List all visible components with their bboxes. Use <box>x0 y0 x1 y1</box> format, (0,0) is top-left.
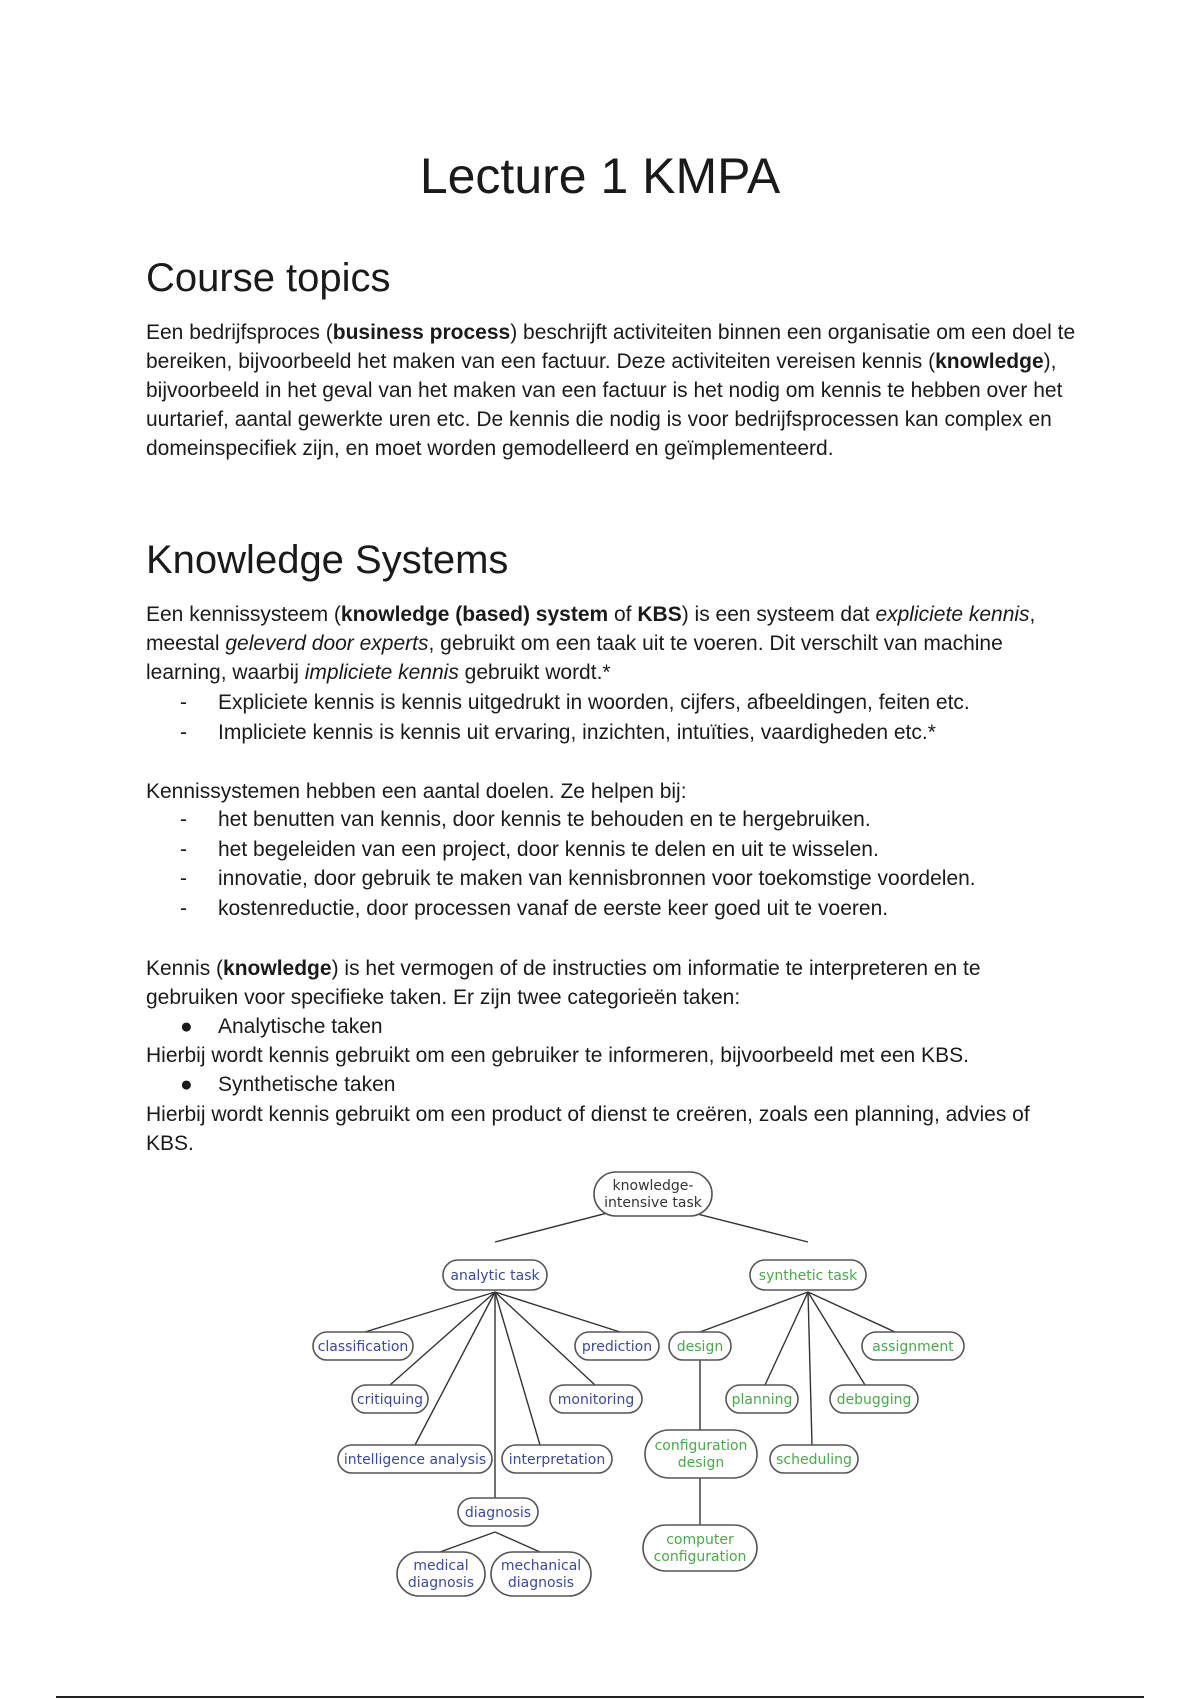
dash-marker: - <box>180 867 187 890</box>
node-analytic-task <box>443 1260 547 1290</box>
edge <box>495 1292 540 1445</box>
page-title: Lecture 1 KMPA <box>419 148 781 204</box>
synthetic-description: Hierbij wordt kennis gebruikt om een product of dienst te creëren, zoals een planning, advies of KBS. <box>146 1103 1030 1155</box>
bullet-marker: ● <box>180 1073 193 1096</box>
text-run: ) is een systeem dat <box>681 603 876 626</box>
diagnosis-label: diagnosis <box>464 1505 532 1521</box>
analytic-task-label: analytic task <box>450 1268 540 1284</box>
page-bottom-rule <box>56 1696 1144 1698</box>
synthetic-task-label: synthetic task <box>758 1268 858 1284</box>
critiquing-label: critiquing <box>356 1392 424 1408</box>
list-item <box>146 718 1076 748</box>
bold-term: knowledge <box>223 957 332 980</box>
node-prediction <box>575 1332 659 1360</box>
list-item <box>146 864 1076 894</box>
course-topics-paragraph <box>146 318 1076 463</box>
configuration-design-line-2: design <box>677 1455 725 1471</box>
node-interpretation <box>502 1445 612 1473</box>
node-medical-diagnosis <box>397 1552 485 1596</box>
list-item <box>146 688 1076 718</box>
list-item-text: Expliciete kennis is kennis uitgedrukt in woorden, cijfers, afbeeldingen, feiten etc. <box>218 691 970 714</box>
node-design <box>669 1332 731 1360</box>
list-item-text: het benutten van kennis, door kennis te behouden en te hergebruiken. <box>218 808 871 831</box>
mechanical-diagnosis-line-2: diagnosis <box>507 1575 575 1591</box>
knowledge-definition-paragraph <box>146 954 1076 1012</box>
node-intelligence-analysis <box>338 1445 492 1473</box>
task-hierarchy-diagram <box>0 1160 1200 1620</box>
list-item <box>146 805 1076 835</box>
italic-term: impliciete kennis <box>304 661 459 684</box>
node-knowledge-intensive-task <box>594 1172 712 1216</box>
text-run: Een bedrijfsproces ( <box>146 321 333 344</box>
edge <box>495 1292 620 1332</box>
scheduling-label: scheduling <box>776 1452 852 1468</box>
diagram-edges <box>365 1202 895 1552</box>
analytic-description: Hierbij wordt kennis gebruikt om een gebruiker te informeren, bijvoorbeeld met een KBS. <box>146 1044 969 1067</box>
node-monitoring <box>550 1385 642 1413</box>
root-line-2: intensive task <box>604 1195 702 1211</box>
planning-label: planning <box>731 1392 793 1408</box>
text-run: ) is het vermogen of de instructies om informatie te interpreteren en te gebruiken voor specifieke taken. Er zijn twee categorieën taken: <box>146 957 981 1009</box>
node-assignment <box>862 1332 964 1360</box>
node-mechanical-diagnosis <box>491 1552 591 1596</box>
node-configuration-design <box>645 1430 757 1478</box>
node-computer-configuration <box>643 1525 757 1571</box>
italic-term: expliciete kennis <box>875 603 1030 626</box>
classification-label: classification <box>317 1339 409 1355</box>
node-scheduling <box>770 1445 858 1473</box>
prediction-label: prediction <box>581 1339 653 1355</box>
text-run: ), bijvoorbeeld in het geval van het maken van een factuur is het nodig om kennis te hebben over het uurtarief, aantal gewerkte uren etc. De kennis die nodig is voor bedrijfsprocessen kan complex en domeinspecifiek zijn, en moet worden gemodelleerd en geïmplementeerd. <box>146 350 1063 460</box>
dash-marker: - <box>180 720 187 744</box>
bullet-marker: ● <box>180 1015 193 1038</box>
knowledge-types-list <box>146 688 1076 747</box>
interpretation-label: interpretation <box>508 1452 606 1468</box>
mechanical-diagnosis-line-1: mechanical <box>500 1558 582 1574</box>
bold-term: KBS <box>637 603 682 626</box>
text-run: Een kennissysteem ( <box>146 603 341 626</box>
section-heading-knowledge-systems: Knowledge Systems <box>146 538 509 582</box>
dash-marker: - <box>180 896 187 920</box>
node-classification <box>313 1332 413 1360</box>
list-item-text: innovatie, door gebruik te maken van kennisbronnen voor toekomstige voordelen. <box>218 867 976 890</box>
dash-marker: - <box>180 691 187 714</box>
list-item-text: kostenreductie, door processen vanaf de eerste keer goed uit te voeren. <box>218 896 889 920</box>
edge <box>808 1292 812 1445</box>
text-run: Kennis ( <box>146 957 224 980</box>
goals-list <box>146 805 1076 923</box>
medical-diagnosis-line-2: diagnosis <box>407 1575 475 1591</box>
text-run: ) beschrijft activiteiten binnen een organisatie om een doel te bereiken, bijvoorbeeld het maken van een factuur. Deze activiteiten vereisen kennis ( <box>146 321 1076 373</box>
list-item-text: het begeleiden van een project, door kennis te delen en uit te wisselen. <box>218 837 879 861</box>
knowledge-systems-paragraph <box>146 600 1076 687</box>
node-critiquing <box>352 1385 428 1413</box>
dash-marker: - <box>180 808 187 831</box>
bold-term: knowledge <box>935 350 1044 373</box>
debugging-label: debugging <box>836 1392 912 1408</box>
goals-intro-paragraph: Kennissystemen hebben een aantal doelen. Ze helpen bij: <box>146 780 687 803</box>
bullet-text: Synthetische taken <box>218 1073 396 1096</box>
root-line-1: knowledge- <box>612 1178 694 1194</box>
computer-configuration-line-1: computer <box>666 1532 734 1548</box>
monitoring-label: monitoring <box>557 1392 635 1408</box>
assignment-label: assignment <box>872 1339 954 1355</box>
edge <box>415 1292 495 1445</box>
node-planning <box>726 1385 798 1413</box>
node-diagnosis <box>458 1498 538 1526</box>
dash-marker: - <box>180 837 187 861</box>
section-heading-course-topics: Course topics <box>146 256 391 300</box>
list-item-text: Impliciete kennis is kennis uit ervaring, inzichten, intuïties, vaardigheden etc.* <box>218 720 936 744</box>
text-run: , meestal <box>146 603 1036 655</box>
intelligence-analysis-label: intelligence analysis <box>343 1452 487 1468</box>
edge <box>808 1292 865 1385</box>
text-run: , gebruikt om een taak uit te voeren. Dit verschilt van machine learning, waarbij <box>146 632 1003 684</box>
computer-configuration-line-2: configuration <box>653 1549 747 1565</box>
edge <box>365 1292 495 1332</box>
edge <box>495 1532 540 1552</box>
bold-term: business process <box>332 321 511 344</box>
node-debugging <box>830 1385 918 1413</box>
text-run: gebruikt wordt.* <box>458 661 611 684</box>
list-item <box>146 894 1076 924</box>
node-synthetic-task <box>750 1260 866 1290</box>
medical-diagnosis-line-1: medical <box>413 1558 469 1574</box>
italic-term: geleverd door experts <box>225 632 429 655</box>
configuration-design-line-1: configuration <box>654 1438 748 1454</box>
text-run: of <box>608 603 638 626</box>
list-item <box>146 835 1076 865</box>
bullet-text: Analytische taken <box>218 1015 383 1038</box>
design-label: design <box>676 1339 724 1355</box>
bold-term: knowledge (based) system <box>340 603 609 626</box>
edge <box>440 1532 495 1552</box>
